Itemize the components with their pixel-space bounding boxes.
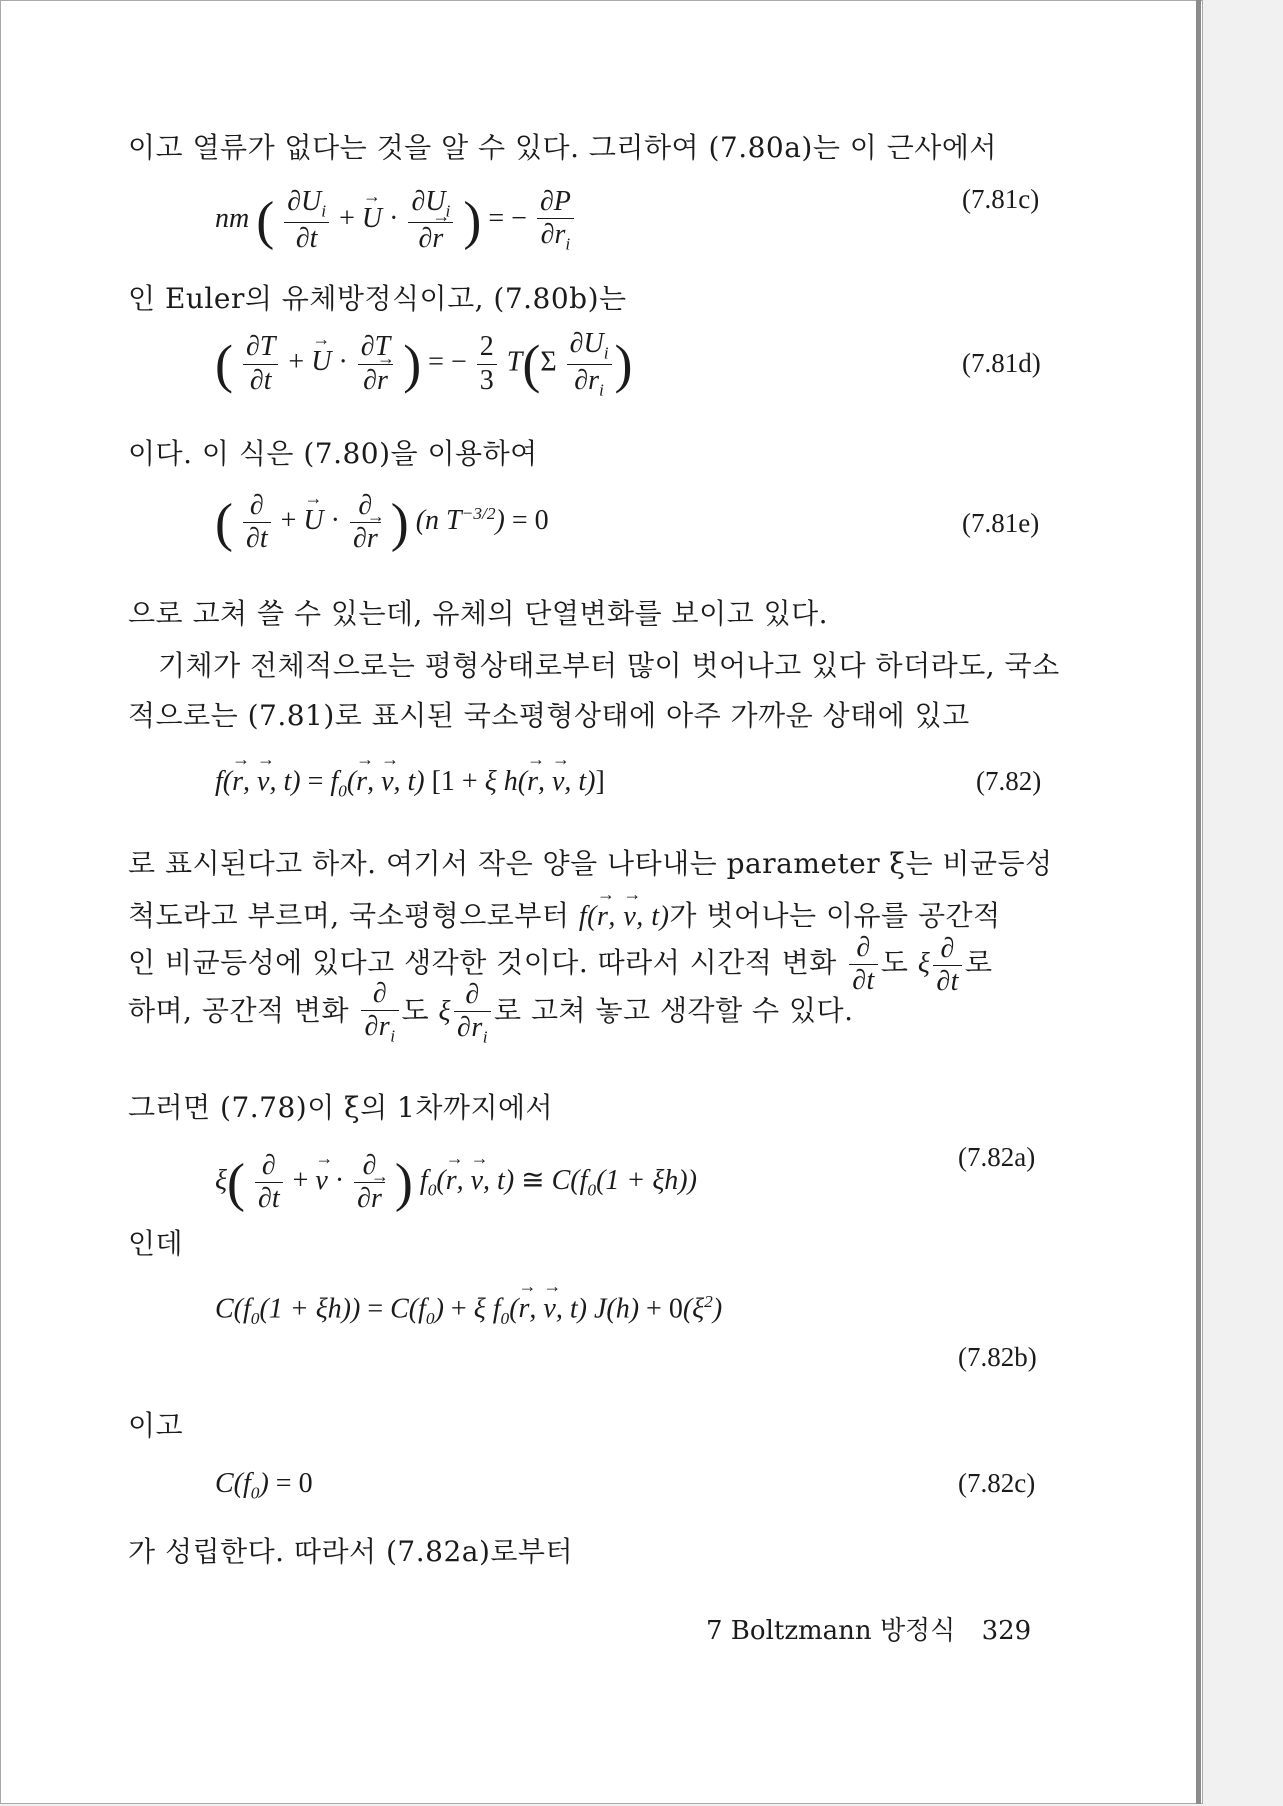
paragraph-line: 으로 고쳐 쓸 수 있는데, 유체의 단열변화를 보이고 있다. <box>128 597 829 630</box>
equation-first-order: ξ( $\frac{\partial}{\partial t}$ + v → · $\frac{\partial}{\partial r}$ → ) $f_0(r$ →, v →, t) ≅ $C(f_0(1 + \xi h))$ <box>215 1150 697 1215</box>
paragraph-line: 기체가 전체적으로는 평형상태로부터 많이 벗어나고 있다 하더라도, 국소 <box>158 649 1060 682</box>
paragraph-line: 가 성립한다. 따라서 (7.82a)로부터 <box>128 1535 574 1568</box>
equation-distribution: f(r →, v →, $t) = f_0(r$ →, v →, t) [1 + ξ h(r →, v →, t)] <box>215 766 605 802</box>
paragraph-line: 인 Euler의 유체방정식이고, (7.80b)는 <box>128 282 627 315</box>
text-span: 척도라고 부르며, 국소평형으로부터 <box>128 899 570 932</box>
paragraph-line <box>128 894 1001 934</box>
inline-fraction: $\frac{\partial}{\partial t}$ <box>849 932 878 997</box>
equation-number: (7.82a) <box>958 1142 1036 1172</box>
text-span: 가 벗어나는 이유를 공간적 <box>669 899 1001 932</box>
inline-math: ξ $\frac{\partial}{\partial t}$ <box>918 948 965 979</box>
paragraph-line: 이고 <box>128 1409 184 1442</box>
paragraph-line: 이다. 이 식은 (7.80)을 이용하여 <box>128 437 538 470</box>
equation-number: (7.81c) <box>962 184 1040 214</box>
paragraph-line <box>128 978 853 1048</box>
inline-fraction: $\frac{\partial}{\partial r_i}$ <box>361 978 398 1047</box>
paragraph-line: 그러면 (7.78)이 ξ의 1차까지에서 <box>128 1091 554 1124</box>
equation-number: (7.82c) <box>958 1468 1036 1498</box>
equation-temperature: ( $\frac{\partial T}{\partial t}$ + U → · $\frac{\partial T}{\partial r}$ → ) = − $\frac{2}{3}$ T(Σ $\frac{\partial U_i}{\partial r_i}$ ) <box>215 328 633 400</box>
paragraph-line: 인데 <box>128 1227 184 1260</box>
equation-number: (7.81d) <box>962 348 1041 378</box>
equation-number: (7.82b) <box>958 1342 1037 1372</box>
text-span: 로 고쳐 놓고 생각할 수 있다. <box>494 993 854 1027</box>
inline-math: ξ $\frac{\partial}{\partial r_i}$ <box>438 996 494 1027</box>
running-footer <box>706 1610 1031 1647</box>
equation-number: (7.82) <box>976 766 1042 796</box>
text-span: 도 <box>401 993 430 1027</box>
page-number: 329 <box>981 1616 1032 1646</box>
book-spine-edge <box>1196 0 1201 1804</box>
paragraph-line: 이고 열류가 없다는 것을 알 수 있다. 그리하여 (7.80a)는 이 근사에서 <box>128 131 997 164</box>
equation-adiabatic: ( $\frac{\partial}{\partial t}$ + U → · $\frac{\partial}{\partial r}$ → ) (n $T^{-3/2}) = 0$ <box>215 490 549 555</box>
equation-number: (7.81e) <box>962 508 1040 538</box>
equation-euler: nm ( $\frac{\partial U_i}{\partial t}$ + U → · $\frac{\partial U_i}{\partial r}$ → ) = − $\frac{\partial P}{\partial r_i}$ <box>215 186 577 255</box>
text-span: 인 비균등성에 있다고 생각한 것이다. 따라서 시간적 변화 <box>128 946 837 980</box>
paragraph-line: 적으로는 (7.81)로 표시된 국소평형상태에 아주 가까운 상태에 있고 <box>128 699 970 732</box>
equation-collision-expansion: $C(f_0(1 + \xi h)) = C(f_0) + \xi$ $f_0(r$ →, v →, t) $J(h) + 0(\xi^2)$ <box>215 1292 722 1329</box>
paragraph-line: 로 표시된다고 하자. 여기서 작은 양을 나타내는 parameter ξ는 비균등성 <box>128 847 1053 880</box>
text-span: 도 <box>880 946 909 980</box>
chapter-title: 7 Boltzmann 방정식 <box>706 1616 956 1646</box>
inline-math: f(r →, v →, t) <box>579 901 670 932</box>
text-span: 하며, 공간적 변화 <box>128 993 350 1027</box>
text-span: 로 <box>964 946 993 980</box>
equation-collision-zero: $C(f_0) = 0$ <box>215 1468 313 1503</box>
